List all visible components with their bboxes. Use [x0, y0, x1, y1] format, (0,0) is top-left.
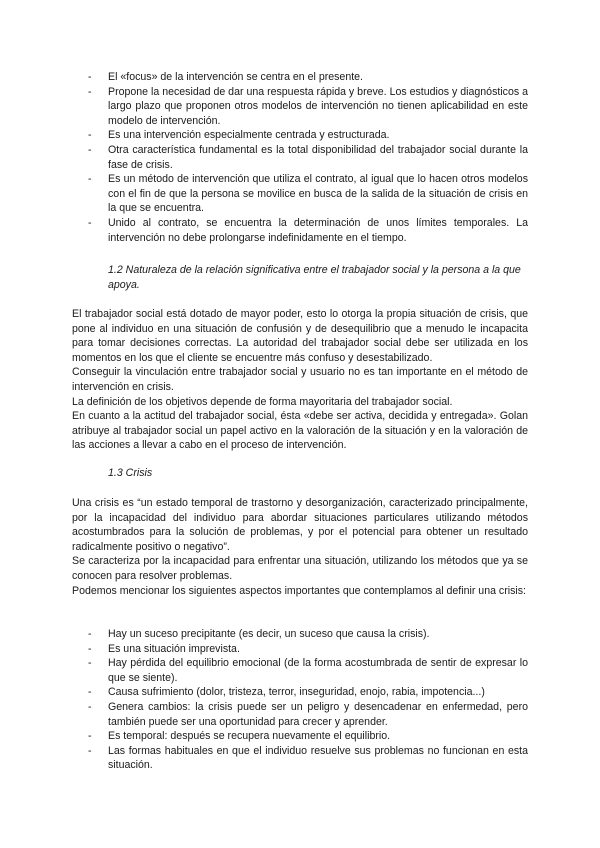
- list-item-text: Causa sufrimiento (dolor, tristeza, terror, inseguridad, enojo, rabia, impotencia...): [108, 686, 485, 699]
- section-1-2-heading: 1.2 Naturaleza de la relación significativa entre el trabajador social y la persona a la que apoya.: [108, 264, 521, 291]
- list-item: [88, 85, 528, 129]
- list-item: [88, 128, 528, 143]
- paragraph: El trabajador social está dotado de mayor poder, esto lo otorga la propia situación de crisis, que pone al individuo en una situación de confusión y de desequilibrio que a menudo le incapacita para tomar decisiones correctas. La autoridad del trabajador social debe ser utilizada en los momentos en los que el cliente se encuentre más confuso y desestabilizado.: [72, 308, 528, 364]
- paragraph: Una crisis es “un estado temporal de trastorno y desorganización, caracterizado principalmente, por la incapacidad del individuo para abordar situaciones particulares utilizando métodos acostumbrados para la solución de problemas, y por el potencial para obtener un resultado radicalmente positivo o negativo”.: [72, 497, 528, 553]
- list-item: [88, 143, 528, 172]
- list-item: [88, 700, 528, 729]
- list-item: [88, 729, 528, 744]
- list-item-text: Es un método de intervención que utiliza el contrato, al igual que lo hacen otros modelos con el fin de que la persona se movilice en busca de la salida de la situación de crisis en la que se encuentra.: [108, 173, 528, 215]
- bullet-dash: -: [88, 657, 92, 670]
- bullet-dash: -: [88, 700, 92, 713]
- paragraph: Se caracteriza por la incapacidad para enfrentar una situación, utilizando los métodos que ya se conocen para resolver problemas.: [72, 555, 528, 582]
- bullet-dash: -: [88, 642, 92, 655]
- list-item-text: Propone la necesidad de dar una respuesta rápida y breve. Los estudios y diagnósticos a largo plazo que proponen otros modelos de intervención no tienen aplicabilidad en este modelo de intervención.: [108, 85, 528, 127]
- list-item: [88, 744, 528, 773]
- section-1-3-body: [72, 496, 528, 598]
- bullet-dash: -: [88, 730, 92, 743]
- list-item-text: Genera cambios: la crisis puede ser un peligro y desencadenar en enfermedad, pero también puede ser una oportunidad para crecer y aprender.: [108, 700, 528, 728]
- list-item-text: Es temporal: después se recupera nuevamente el equilibrio.: [108, 730, 391, 743]
- paragraph: Podemos mencionar los siguientes aspectos importantes que contemplamos al definir una crisis:: [72, 584, 526, 597]
- list-item: [88, 642, 528, 657]
- bullet-dash: -: [88, 744, 92, 757]
- crisis-aspects-list: [88, 627, 528, 773]
- bullet-dash: -: [88, 71, 92, 83]
- list-item: [88, 656, 528, 685]
- bullet-dash: -: [88, 173, 92, 186]
- bullet-dash: -: [88, 143, 92, 156]
- list-item: [88, 216, 528, 245]
- list-item-text: El «focus» de la intervención se centra en el presente.: [108, 71, 363, 83]
- list-item: [88, 172, 528, 216]
- bullet-dash: -: [88, 85, 92, 98]
- bullet-dash: -: [88, 129, 92, 142]
- list-item: [88, 627, 528, 642]
- list-item: [88, 685, 528, 700]
- list-item-text: Hay un suceso precipitante (es decir, un suceso que causa la crisis).: [108, 628, 430, 640]
- list-item-text: Las formas habituales en que el individuo resuelve sus problemas no funcionan en esta situación.: [108, 744, 528, 772]
- intervention-characteristics-list: [88, 70, 528, 245]
- section-1-2-body: [72, 307, 528, 453]
- paragraph: Conseguir la vinculación entre trabajador social y usuario no es tan importante en el método de intervención en crisis.: [72, 366, 528, 393]
- list-item: [88, 70, 528, 85]
- bullet-dash: -: [88, 686, 92, 699]
- bullet-dash: -: [88, 628, 92, 640]
- paragraph: En cuanto a la actitud del trabajador social, ésta «debe ser activa, decidida y entregada». Golan atribuye al trabajador social un papel activo en la valoración de la situación y en la valoración de las acciones a llevar a cabo en el proceso de intervención.: [72, 410, 528, 452]
- bullet-dash: -: [88, 216, 92, 229]
- section-1-3-heading: 1.3 Crisis: [108, 467, 153, 479]
- list-item-text: Otra característica fundamental es la total disponibilidad del trabajador social durante la fase de crisis.: [108, 143, 528, 171]
- list-item-text: Es una intervención especialmente centrada y estructurada.: [108, 129, 390, 142]
- list-item-text: Unido al contrato, se encuentra la determinación de unos límites temporales. La intervención no debe prolongarse indefinidamente en el tiempo.: [108, 216, 528, 244]
- list-item-text: Hay pérdida del equilibrio emocional (de la forma acostumbrada de sentir de expresar lo que se siente).: [108, 657, 528, 684]
- paragraph: La definición de los objetivos depende de forma mayoritaria del trabajador social.: [72, 395, 453, 408]
- list-item-text: Es una situación imprevista.: [108, 642, 240, 655]
